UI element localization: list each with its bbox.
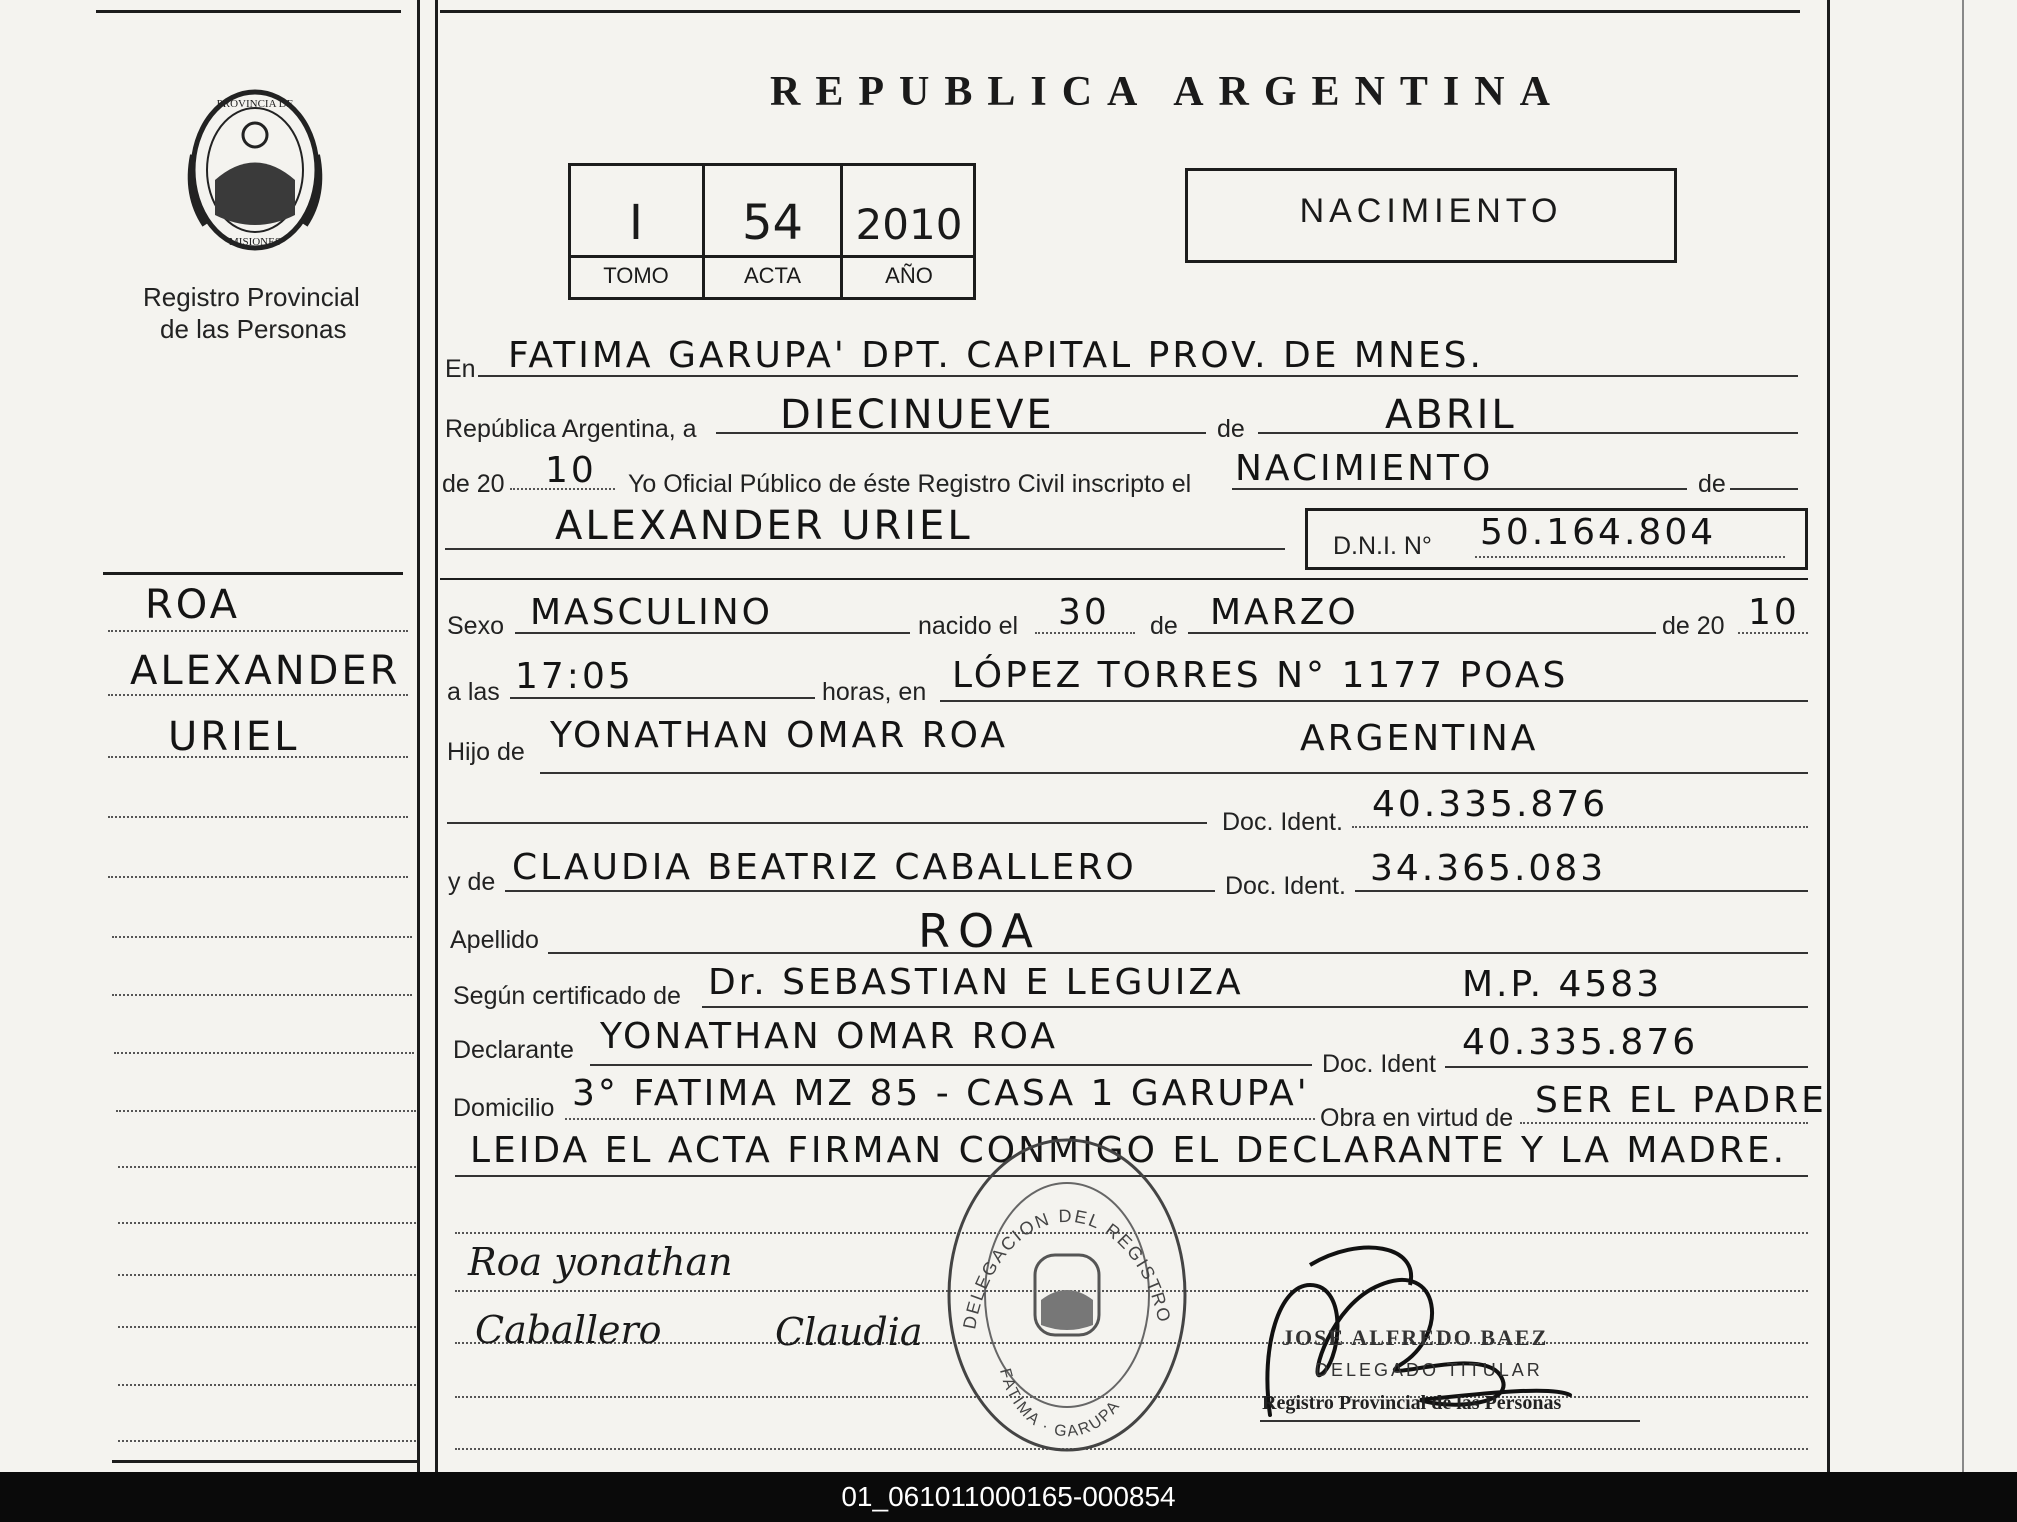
official-name: JOSE ALFREDO BAEZ	[1282, 1325, 1549, 1350]
de20-label: de 20	[442, 470, 505, 498]
official-underline	[1260, 1420, 1640, 1422]
main-top-rule	[440, 10, 1800, 13]
certificado-line	[702, 1006, 1808, 1008]
docident-label: Doc. Ident.	[1222, 808, 1343, 836]
de-label: de	[1217, 415, 1245, 443]
declarante-value: YONATHAN OMAR ROA	[600, 1016, 1059, 1057]
inscripto-value: NACIMIENTO	[1235, 448, 1494, 489]
margin-line	[108, 694, 408, 696]
en-label: En	[445, 355, 476, 383]
madre-line	[505, 890, 1215, 892]
margin-line	[118, 1222, 416, 1224]
main-left-border	[435, 0, 438, 1472]
padre-nacionalidad-value: ARGENTINA	[1300, 718, 1539, 759]
acta-label: ACTA	[743, 263, 802, 288]
margin-top-rule	[103, 572, 403, 575]
docident-label-2: Doc. Ident.	[1225, 872, 1346, 900]
horas-label: horas, en	[822, 678, 927, 706]
nacido-label: nacido el	[918, 612, 1019, 640]
main-right-border	[1827, 0, 1830, 1472]
margin-line	[108, 816, 408, 818]
de-line-2	[1730, 488, 1798, 490]
obra-value: SER EL PADRE	[1535, 1080, 1827, 1121]
margin-name1: ALEXANDER	[130, 648, 401, 694]
madre-doc-value: 34.365.083	[1370, 848, 1607, 889]
margin-line	[112, 994, 412, 996]
dni-label: D.N.I. N°	[1333, 532, 1432, 560]
office-name-line2: de las Personas	[160, 314, 347, 344]
official-office: Registro Provincial de las Personas	[1262, 1392, 1562, 1414]
acta-value: 54	[741, 195, 804, 251]
obra-line	[1520, 1122, 1808, 1124]
tomo-value: I	[628, 195, 644, 251]
padre-doc-line	[1352, 826, 1808, 828]
dni-value: 50.164.804	[1480, 512, 1717, 553]
madre-value: CLAUDIA BEATRIZ CABALLERO	[512, 847, 1137, 888]
docident-label-3: Doc. Ident	[1322, 1050, 1436, 1078]
madre-doc-line	[1355, 890, 1808, 892]
tomo-label: TOMO	[603, 263, 669, 288]
mother-signature-name: Claudia	[775, 1310, 923, 1354]
nac-dia-value: 30	[1058, 592, 1110, 633]
svg-text:MISIONES: MISIONES	[229, 236, 281, 248]
domicilio-line	[565, 1118, 1315, 1120]
anio2-value: 10	[545, 450, 597, 491]
certificado-value: Dr. SEBASTIAN E LEGUIZA	[708, 962, 1244, 1003]
sexo-label: Sexo	[447, 612, 504, 640]
apellido-line	[548, 952, 1808, 954]
lugar-line	[940, 700, 1808, 702]
margin-line	[118, 1274, 416, 1276]
svg-text:PROVINCIA DE: PROVINCIA DE	[216, 98, 294, 110]
mes-line	[1258, 432, 1798, 434]
oficial-label: Yo Oficial Público de éste Registro Civil inscripto el	[628, 470, 1192, 498]
padre-extra-line	[447, 822, 1207, 824]
official-role: DELEGADO TITULAR	[1315, 1360, 1543, 1380]
dni-line	[1475, 556, 1785, 558]
margin-line	[118, 1326, 416, 1328]
document-title: REPUBLICA ARGENTINA	[770, 69, 1565, 115]
margin-line	[118, 1384, 416, 1386]
matricula-value: M.P. 4583	[1462, 964, 1663, 1005]
province-seal	[175, 85, 335, 255]
margin-line	[118, 1166, 416, 1168]
alas-label: a las	[447, 678, 500, 706]
de-label-3: de	[1150, 612, 1178, 640]
declarante-doc-value: 40.335.876	[1462, 1022, 1699, 1063]
nac-mes-value: MARZO	[1210, 592, 1359, 633]
margin-line	[118, 1440, 416, 1442]
mes-value: ABRIL	[1385, 392, 1517, 438]
padre-value: YONATHAN OMAR ROA	[550, 715, 1009, 756]
official-stamp	[945, 1130, 1190, 1455]
nac-anio-value: 10	[1748, 592, 1800, 633]
left-divider	[417, 0, 420, 1472]
margin-bottom-rule	[112, 1460, 417, 1463]
margin-line	[116, 1110, 416, 1112]
margin-line	[108, 630, 408, 632]
act-type-label: NACIMIENTO	[1299, 192, 1563, 230]
hijo-label: Hijo de	[447, 738, 525, 766]
sexo-value: MASCULINO	[530, 592, 773, 633]
margin-line	[108, 756, 408, 758]
declarante-doc-line	[1445, 1066, 1808, 1068]
de20-label-2: de 20	[1662, 612, 1725, 640]
margin-name2: URIEL	[168, 714, 300, 760]
svg-text:FATIMA · GARUPA: FATIMA · GARUPA	[995, 1366, 1125, 1441]
mother-signature-surname: Caballero	[475, 1308, 662, 1352]
domicilio-label: Domicilio	[453, 1094, 555, 1122]
office-name-line1: Registro Provincial	[143, 282, 360, 312]
de-label-2: de	[1698, 470, 1726, 498]
anio-label: AÑO	[885, 263, 933, 288]
hora-line	[510, 697, 815, 699]
margin-line	[114, 1052, 414, 1054]
far-right-border	[1962, 0, 1964, 1472]
declarante-line	[590, 1064, 1312, 1066]
declarante-label: Declarante	[453, 1036, 574, 1064]
margin-surname: ROA	[145, 582, 240, 628]
hora-value: 17:05	[515, 656, 634, 697]
apellido-label: Apellido	[450, 926, 539, 954]
republica-label: República Argentina, a	[445, 415, 697, 443]
padre-doc-value: 40.335.876	[1372, 784, 1609, 825]
anio-value: 2010	[855, 200, 963, 249]
certificado-label: Según certificado de	[453, 982, 681, 1010]
margin-line	[112, 936, 412, 938]
yde-label: y de	[448, 868, 496, 896]
domicilio-value: 3° FATIMA MZ 85 - CASA 1 GARUPA'	[572, 1073, 1310, 1114]
father-signature: Roa yonathan	[468, 1240, 733, 1284]
file-id-caption: 01_061011000165-000854	[0, 1472, 2017, 1522]
padre-line	[540, 772, 1808, 774]
obra-label: Obra en virtud de	[1320, 1104, 1514, 1132]
apellido-value: ROA	[918, 904, 1041, 958]
svg-text:DELEGACION DEL REGISTRO PROVIN: DELEGACION DEL REGISTRO	[959, 1205, 1175, 1331]
nombre-value: ALEXANDER URIEL	[555, 503, 973, 549]
en-value: FATIMA GARUPA' DPT. CAPITAL PROV. DE MNES.	[508, 335, 1484, 376]
leida-value: LEIDA EL ACTA FIRMAN CONMIGO EL DECLARANTE Y LA MADRE.	[470, 1130, 1788, 1171]
grid-caption-rule	[568, 255, 976, 258]
lugar-value: LÓPEZ TORRES N° 1177 POAS	[952, 655, 1569, 696]
left-top-rule	[96, 10, 401, 13]
dia-value: DIECINUEVE	[780, 392, 1055, 438]
margin-line	[108, 876, 408, 878]
section-rule	[440, 578, 1808, 580]
